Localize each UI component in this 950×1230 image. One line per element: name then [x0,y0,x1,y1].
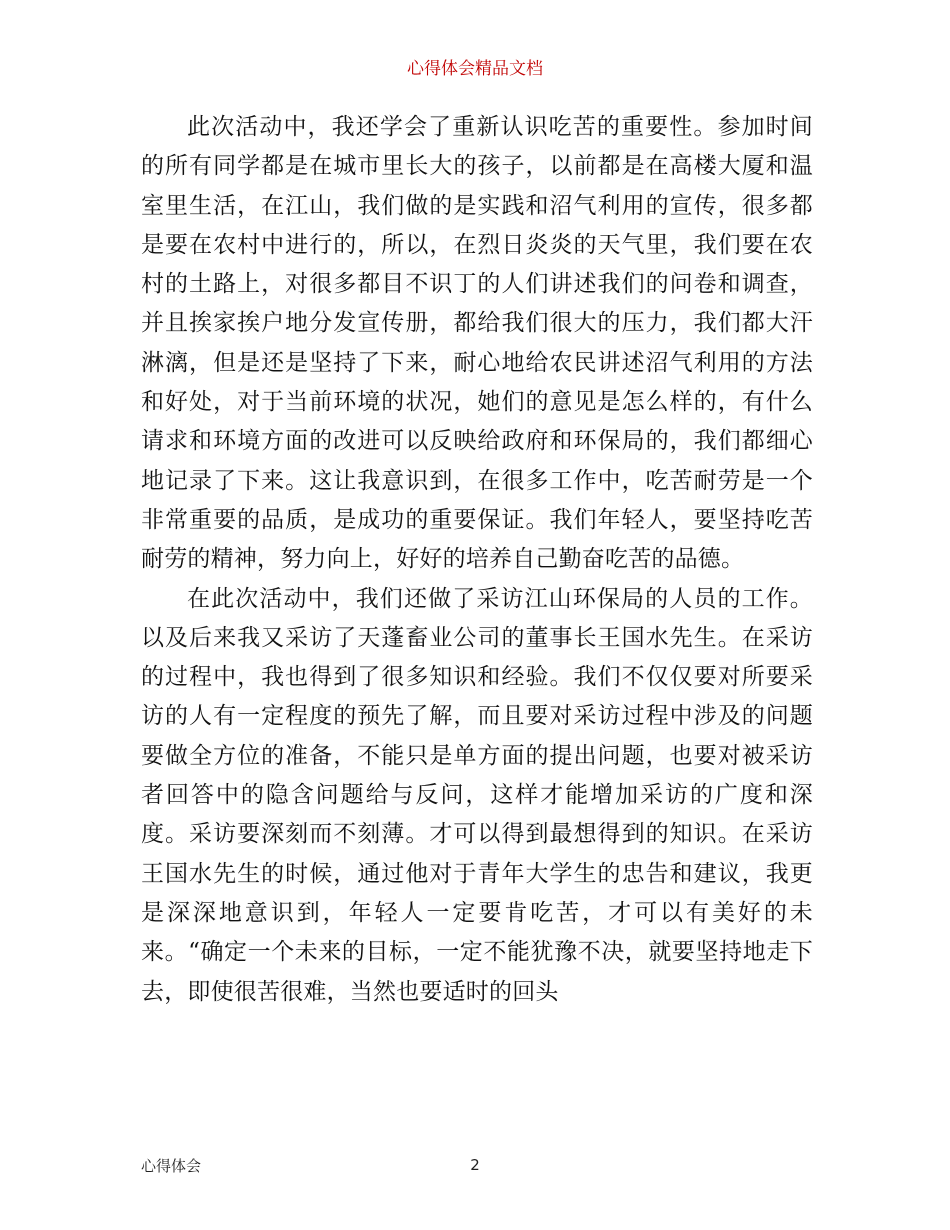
footer-label: 心得体会 [141,1157,202,1175]
paragraph: 此次活动中，我还学会了重新认识吃苦的重要性。参加时间的所有同学都是在城市里长大的孩子，以前都是在高楼大厦和温室里生活，在江山，我们做的是实践和沼气利用的宣传，很多都是要在农村中进行的，所以，在烈日炎炎的天气里，我们要在农村的土路上，对很多都目不识丁的人们讲述我们的问卷和调查，并且挨家挨户地分发宣传册，都给我们很大的压力，我们都大汗淋漓，但是还是坚持了下来，耐心地给农民讲述沼气利用的方法和好处，对于当前环境的状况，她们的意见是怎么样的，有什么请求和环境方面的改进可以反映给政府和环保局的，我们都细心地记录了下来。这让我意识到，在很多工作中，吃苦耐劳是一个非常重要的品质，是成功的重要保证。我们年轻人，要坚持吃苦耐劳的精神，努力向上，好好的培养自己勤奋吃苦的品德。 [141,114,813,573]
document-body [141,108,813,1012]
paragraph: 在此次活动中，我们还做了采访江山环保局的人员的工作。以及后来我又采访了天蓬畜业公司的董事长王国水先生。在采访的过程中，我也得到了很多知识和经验。我们不仅仅要对所要采访的人有一定程度的预先了解，而且要对采访过程中涉及的问题要做全方位的准备，不能只是单方面的提出问题，也要对被采访者回答中的隐含问题给与反问，这样才能增加采访的广度和深度。采访要深刻而不刻薄。才可以得到最想得到的知识。在采访王国水先生的时候，通过他对于青年大学生的忠告和建议，我更是深深地意识到，年轻人一定要肯吃苦，才可以有美好的未来。“确定一个未来的目标，一定不能犹豫不决，就要坚持地走下去，即使很苦很难，当然也要适时的回头 [141,585,813,1005]
page-number: 2 [470,1156,480,1174]
page-header-title: 心得体会精品文档 [407,59,543,79]
